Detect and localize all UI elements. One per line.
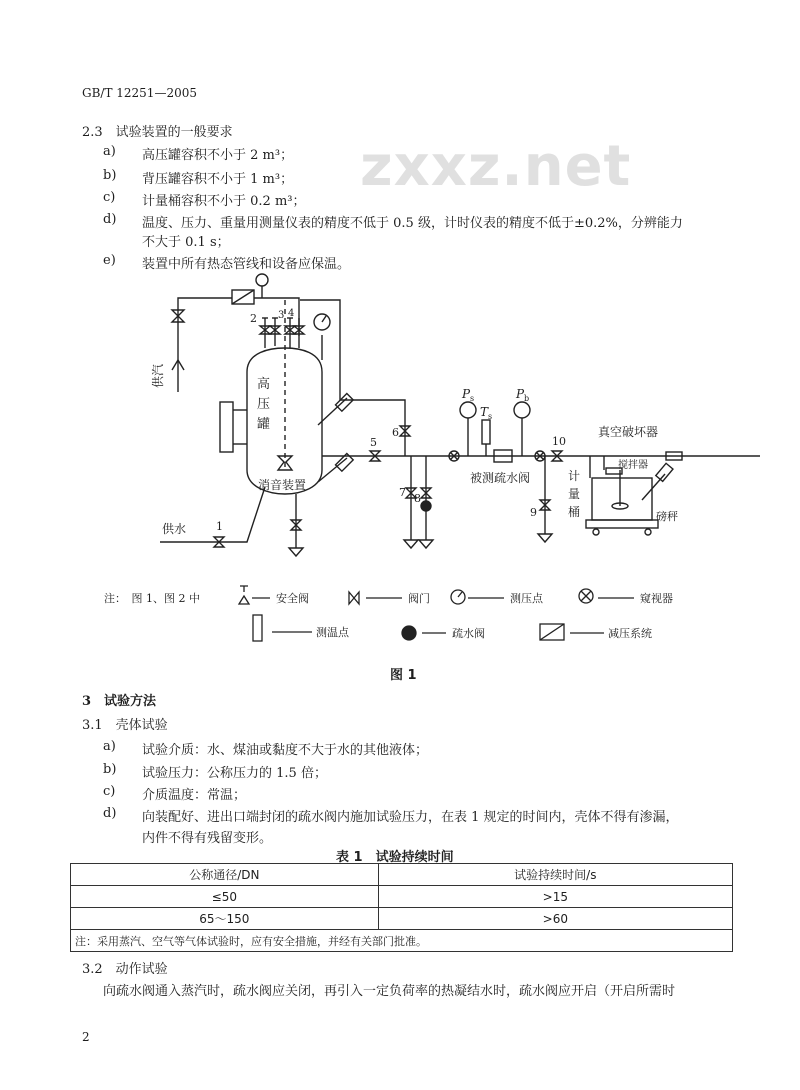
steam-trap-icon bbox=[421, 501, 431, 511]
table-row bbox=[71, 886, 733, 908]
list-item-text: 试验压力：公称压力的 1.5 倍； bbox=[142, 766, 327, 781]
list-mark: b) bbox=[103, 168, 117, 183]
num-9: 9 bbox=[530, 506, 537, 519]
legend-steam-trap: 疏水阀 bbox=[452, 627, 485, 640]
table-header-duration: 试验持续时间/s bbox=[378, 864, 732, 886]
table-row bbox=[71, 908, 733, 930]
label-tank-1: 高 bbox=[257, 377, 271, 392]
list-mark: a) bbox=[103, 144, 116, 159]
list-item-continuation: 内件不得有残留变形。 bbox=[142, 831, 273, 846]
steam-trap-legend-icon bbox=[402, 626, 416, 640]
label-supply-steam: 供汽 bbox=[151, 363, 165, 388]
legend-safety-valve: 安全阀 bbox=[276, 592, 309, 605]
label-tank-2: 压 bbox=[257, 397, 271, 412]
figure-1-diagram bbox=[0, 265, 800, 685]
temp-probe-icon bbox=[482, 420, 490, 444]
pressure-gauge-icon bbox=[514, 402, 530, 418]
list-mark: b) bbox=[103, 762, 117, 777]
section-2-3-title: 2.3 试验装置的一般要求 bbox=[82, 125, 233, 140]
temp-point-icon bbox=[253, 615, 262, 641]
label-silencer: 消音装置 bbox=[258, 478, 307, 492]
num-5: 5 bbox=[370, 436, 377, 449]
list-mark: c) bbox=[103, 190, 116, 205]
watermark: zxxz.net bbox=[360, 134, 632, 199]
pressure-gauge-icon bbox=[460, 402, 476, 418]
num-7: 7 bbox=[399, 486, 406, 499]
legend-sight-glass: 窥视器 bbox=[640, 592, 673, 605]
table-cell: 65～150 bbox=[71, 908, 379, 930]
table-header-dn: 公称通径/DN bbox=[71, 864, 379, 886]
section-3-2-title: 3.2 动作试验 bbox=[82, 962, 168, 977]
page-number: 2 bbox=[82, 1030, 90, 1044]
list-item-continuation: 不大于 0.1 s； bbox=[142, 235, 230, 250]
label-valve-under-test: 被测疏水阀 bbox=[470, 471, 531, 485]
level-gauge bbox=[220, 402, 233, 452]
num-2: 2 bbox=[250, 312, 257, 325]
valve-icon bbox=[349, 592, 359, 604]
table-cell: >60 bbox=[378, 908, 732, 930]
list-item-text: 介质温度：常温； bbox=[142, 788, 247, 803]
label-barrel-1: 计 bbox=[568, 469, 581, 483]
legend-valve: 阀门 bbox=[408, 592, 430, 605]
list-mark: e) bbox=[103, 253, 116, 268]
label-ts-sub: s bbox=[488, 412, 493, 421]
list-mark: d) bbox=[103, 806, 117, 821]
section-3-2-text: 向疏水阀通入蒸汽时，疏水阀应关闭，再引入一定负荷率的热凝结水时，疏水阀应开启（开启所需时 bbox=[103, 984, 676, 999]
section-3-title: 3 试验方法 bbox=[82, 694, 157, 709]
label-vacuum-breaker: 真空破坏器 bbox=[598, 425, 659, 439]
list-item-text: 向装配好、进出口端封闭的疏水阀内施加试验压力，在表 1 规定的时间内，壳体不得有渗漏， bbox=[142, 810, 679, 825]
label-barrel-3: 桶 bbox=[568, 505, 581, 519]
label-ts: T bbox=[480, 405, 489, 419]
label-pb: P bbox=[516, 387, 525, 401]
list-item-text: 计量桶容积不小于 0.2 m³； bbox=[142, 194, 306, 209]
figure-caption: 图 1 bbox=[390, 668, 417, 683]
label-tank-3: 罐 bbox=[257, 417, 271, 432]
list-item-text: 背压罐容积不小于 1 m³； bbox=[142, 172, 294, 187]
list-mark: c) bbox=[103, 784, 116, 799]
table-cell: ≤50 bbox=[71, 886, 379, 908]
list-item-text: 试验介质：水、煤油或黏度不大于水的其他液体； bbox=[142, 743, 429, 758]
num-3: 3 bbox=[278, 310, 285, 321]
list-item-text: 装置中所有热态管线和设备应保温。 bbox=[142, 257, 351, 272]
label-barrel-2: 量 bbox=[568, 487, 581, 501]
label-ps-sub: s bbox=[470, 394, 475, 403]
steam-supply-pipe bbox=[178, 298, 232, 392]
num-6: 6 bbox=[392, 426, 399, 439]
legend-reducer: 减压系统 bbox=[608, 627, 652, 640]
label-pb-sub: b bbox=[524, 394, 530, 403]
pressure-gauge-icon bbox=[256, 274, 268, 286]
num-1: 1 bbox=[216, 520, 223, 533]
test-duration-table bbox=[70, 863, 733, 952]
list-mark: a) bbox=[103, 739, 116, 754]
label-scale: 磅秤 bbox=[656, 510, 678, 523]
table-note: 注：采用蒸汽、空气等气体试验时，应有安全措施，并经有关部门批准。 bbox=[71, 930, 733, 952]
table-caption: 表 1 试验持续时间 bbox=[336, 850, 454, 865]
standard-number: GB/T 12251—2005 bbox=[82, 86, 197, 100]
list-item-text: 温度、压力、重量用测量仪表的精度不低于 0.5 级，计时仪表的精度不低于±0.2%，分辨能力 bbox=[142, 216, 683, 231]
list-mark: d) bbox=[103, 212, 117, 227]
section-3-1-title: 3.1 壳体试验 bbox=[82, 718, 168, 733]
num-10: 10 bbox=[552, 435, 566, 448]
label-supply-water: 供水 bbox=[162, 522, 187, 536]
label-stirrer: 搅拌器 bbox=[618, 460, 648, 471]
table-cell: >15 bbox=[378, 886, 732, 908]
label-ps: P bbox=[462, 387, 471, 401]
safety-valve-icon bbox=[239, 586, 249, 604]
list-item-text: 高压罐容积不小于 2 m³； bbox=[142, 148, 294, 163]
num-8: 8 bbox=[414, 492, 421, 505]
legend-temp-point: 测温点 bbox=[316, 626, 349, 639]
legend-note: 注： 图 1、图 2 中 bbox=[104, 592, 200, 605]
num-4: 4 bbox=[288, 308, 295, 319]
legend-pressure-point: 测压点 bbox=[510, 592, 543, 605]
